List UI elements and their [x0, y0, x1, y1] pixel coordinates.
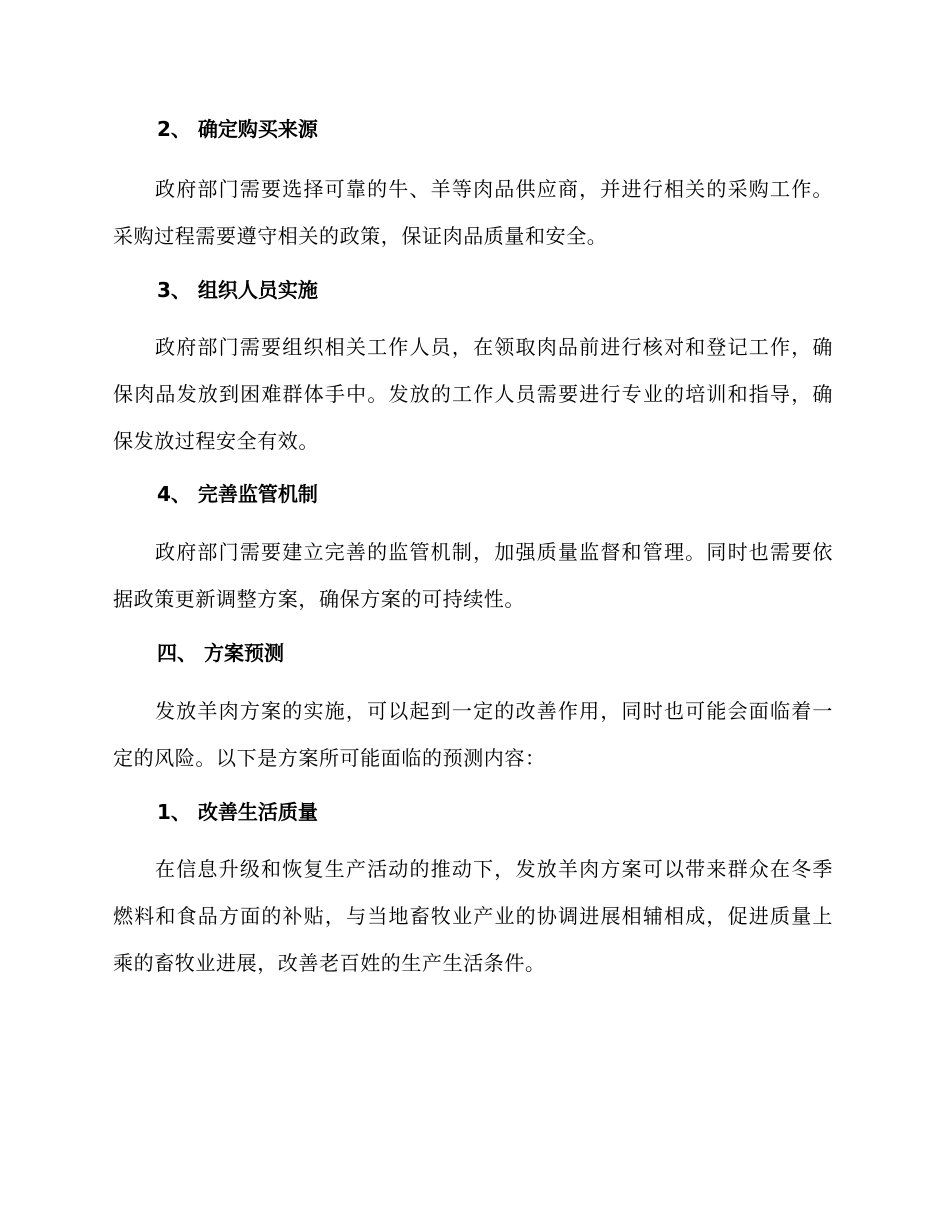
section-paragraph-quality-of-life: 在信息升级和恢复生产活动的推动下，发放羊肉方案可以带来群众在冬季燃料和食品方面的补贴，与当地畜牧业产业的协调进展相辅相成，促进质量上乘的畜牧业进展，改善老百姓的生产生活条件。 — [113, 857, 833, 975]
section-heading-supervision: 4、 完善监管机制 — [157, 482, 318, 506]
section-paragraph-forecast: 发放羊肉方案的实施，可以起到一定的改善作用，同时也可能会面临着一定的风险。以下是方案所可能面临的预测内容： — [113, 699, 833, 770]
section-paragraph-organize-staff: 政府部门需要组织相关工作人员，在领取肉品前进行核对和登记工作，确保肉品发放到困难群体手中。发放的工作人员需要进行专业的培训和指导，确保发放过程安全有效。 — [113, 335, 833, 453]
section-heading-purchase-source: 2、 确定购买来源 — [157, 117, 318, 141]
section-paragraph-purchase-source: 政府部门需要选择可靠的牛、羊等肉品供应商，并进行相关的采购工作。采购过程需要遵守相关的政策，保证肉品质量和安全。 — [113, 177, 833, 248]
section-paragraph-supervision: 政府部门需要建立完善的监管机制，加强质量监督和管理。同时也需要依据政策更新调整方案，确保方案的可持续性。 — [113, 540, 833, 611]
section-heading-forecast: 四、 方案预测 — [157, 641, 284, 665]
section-heading-quality-of-life: 1、 改善生活质量 — [157, 800, 318, 824]
section-heading-organize-staff: 3、 组织人员实施 — [157, 278, 318, 302]
